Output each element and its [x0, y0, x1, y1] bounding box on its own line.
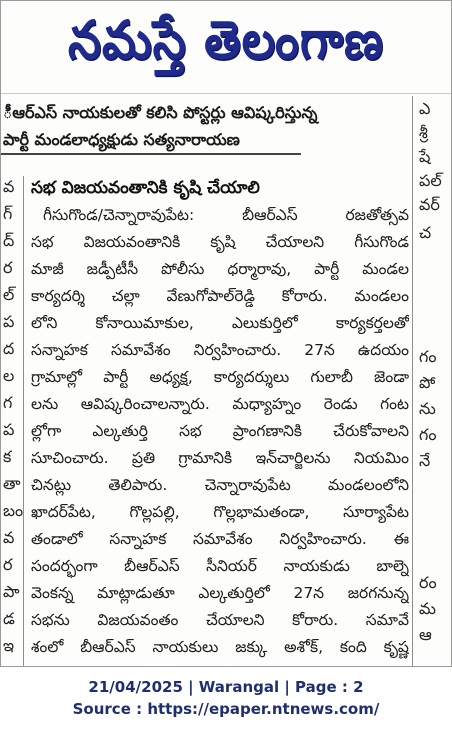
article-headline: సభ విజయవంతానికి కృషి చేయాలి	[31, 178, 260, 198]
right-fragment: ఆ	[419, 625, 432, 644]
article-line: చినట్లు తెలిపారు. చెన్నారావుపేట మండలంలోని	[31, 476, 409, 494]
article-line: శంలో బీఆర్ఎస్ నాయకులు జక్కు అశోక్, కంది కృష్ణ	[31, 638, 409, 656]
left-fragment: ల	[3, 366, 15, 385]
article-line: ఖాదర్‌పేట, గొల్లపల్లి, గొల్లభామతండా, సూర్యాపేట	[31, 503, 409, 521]
left-fragment: పా	[3, 582, 20, 601]
article-line: మాజీ జడ్పీటీసీ పోలీసు ధర్మారావు, పార్టీ మండల	[31, 260, 409, 278]
left-fragment: డ	[3, 609, 15, 628]
article-line: లోని కోనాయిమాకుల, ఎలుకుర్తిలో కార్యకర్తలతో	[31, 314, 409, 332]
left-fragment: ల్	[3, 285, 15, 304]
left-fragment: వ	[3, 528, 15, 547]
masthead	[1, 1, 451, 94]
left-fragment: గ్	[3, 204, 13, 223]
left-fragment: ప	[3, 312, 15, 331]
article-line: సభను విజయవంతం చేయాలని కోరారు. సమావే	[31, 611, 409, 629]
right-fragment: గం	[419, 347, 437, 366]
article-line: గ్రామాల్లో పార్టీ అధ్యక్ష, కార్యదర్శులు గులాబీ జెండా	[31, 368, 409, 386]
caption-line-2: పార్టీ మండలాధ్యక్షుడు సత్యనారాయణ	[3, 130, 240, 149]
right-fragment: పల్	[419, 171, 442, 190]
article-line: ల్లోగా ఎల్కతుర్తి సభ ప్రాంగణానికి చేరుకోవాలని	[31, 422, 409, 440]
left-fragment: ర	[3, 555, 13, 574]
left-fragment: తా	[3, 474, 21, 493]
left-fragment: ద	[3, 339, 15, 358]
left-fragment: వ	[3, 177, 15, 196]
edition-info: 21/04/2025 | Warangal | Page : 2	[88, 678, 364, 696]
article-line: తండాలో సన్నాహక సమావేశం నిర్వహించారు. ఈ	[31, 530, 409, 548]
right-fragment: పో	[419, 373, 436, 392]
right-fragment: ను	[419, 399, 436, 418]
article-line: వెంకన్న మాట్లాడుతూ ఎల్కతుర్తిలో 27న జరగనున్న	[31, 584, 409, 602]
article-line: సభ విజయవంతానికి కృషి చేయాలని గీసుగొండ	[31, 233, 409, 251]
right-fragment: గం	[419, 425, 437, 444]
article-line: కార్యదర్శి చల్లా వేణుగోపాల్‌రెడ్డి కోరారు. మండలం	[31, 287, 409, 305]
source-footer	[0, 676, 452, 720]
news-article	[31, 175, 409, 666]
left-fragment: ర	[3, 258, 13, 277]
right-fragment: రం	[419, 573, 437, 592]
left-fragment: ఇ	[3, 636, 15, 655]
left-fragment: ద్	[3, 231, 15, 250]
article-line: సూచించారు. ప్రతి గ్రామానికి ఇన్‌చార్జిలను నియమిం	[31, 449, 409, 467]
right-fragment: శ్రీ	[419, 123, 428, 142]
article-line: సన్నాహక సమావేశం నిర్వహించారు. 27న ఉదయం	[31, 341, 409, 359]
masthead-title: నమస్తే తెలంగాణ	[68, 10, 384, 72]
left-column-fragment	[1, 93, 23, 666]
left-fragment: బం	[3, 501, 23, 520]
article-line: సందర్భంగా బీఆర్ఎస్ సీనియర్ నాయకుడు బాల్నె	[31, 557, 409, 575]
photo-caption	[1, 99, 411, 153]
column-divider-left	[23, 176, 24, 666]
right-fragment: మ	[419, 599, 436, 618]
caption-divider	[1, 153, 301, 155]
source-link[interactable]: Source : https://epaper.ntnews.com/	[72, 700, 380, 718]
caption-line-1: ీఆర్ఎస్ నాయకులతో కలిసి పోస్టర్లు ఆవిష్కరిస్తున్న	[3, 103, 318, 122]
article-line: గీసుగొండ/చెన్నారావుపేట: బీఆర్ఎస్ రజతోత్సవ	[43, 206, 409, 224]
left-fragment: గ	[3, 393, 13, 412]
article-body	[31, 202, 409, 661]
right-fragment: చ	[419, 223, 432, 242]
left-fragment: క	[3, 447, 12, 466]
right-column-fragment	[415, 93, 451, 666]
article-line: లను ఆవిష్కరించాలన్నారు. మధ్యాహ్నం రెండు గంట	[31, 395, 409, 413]
right-fragment: వర్	[419, 195, 440, 214]
right-fragment: షే	[419, 147, 431, 166]
right-fragment: నే	[419, 451, 431, 470]
left-fragment: ప	[3, 420, 15, 439]
column-divider-right	[412, 96, 413, 666]
right-fragment: ఎ	[419, 99, 431, 118]
